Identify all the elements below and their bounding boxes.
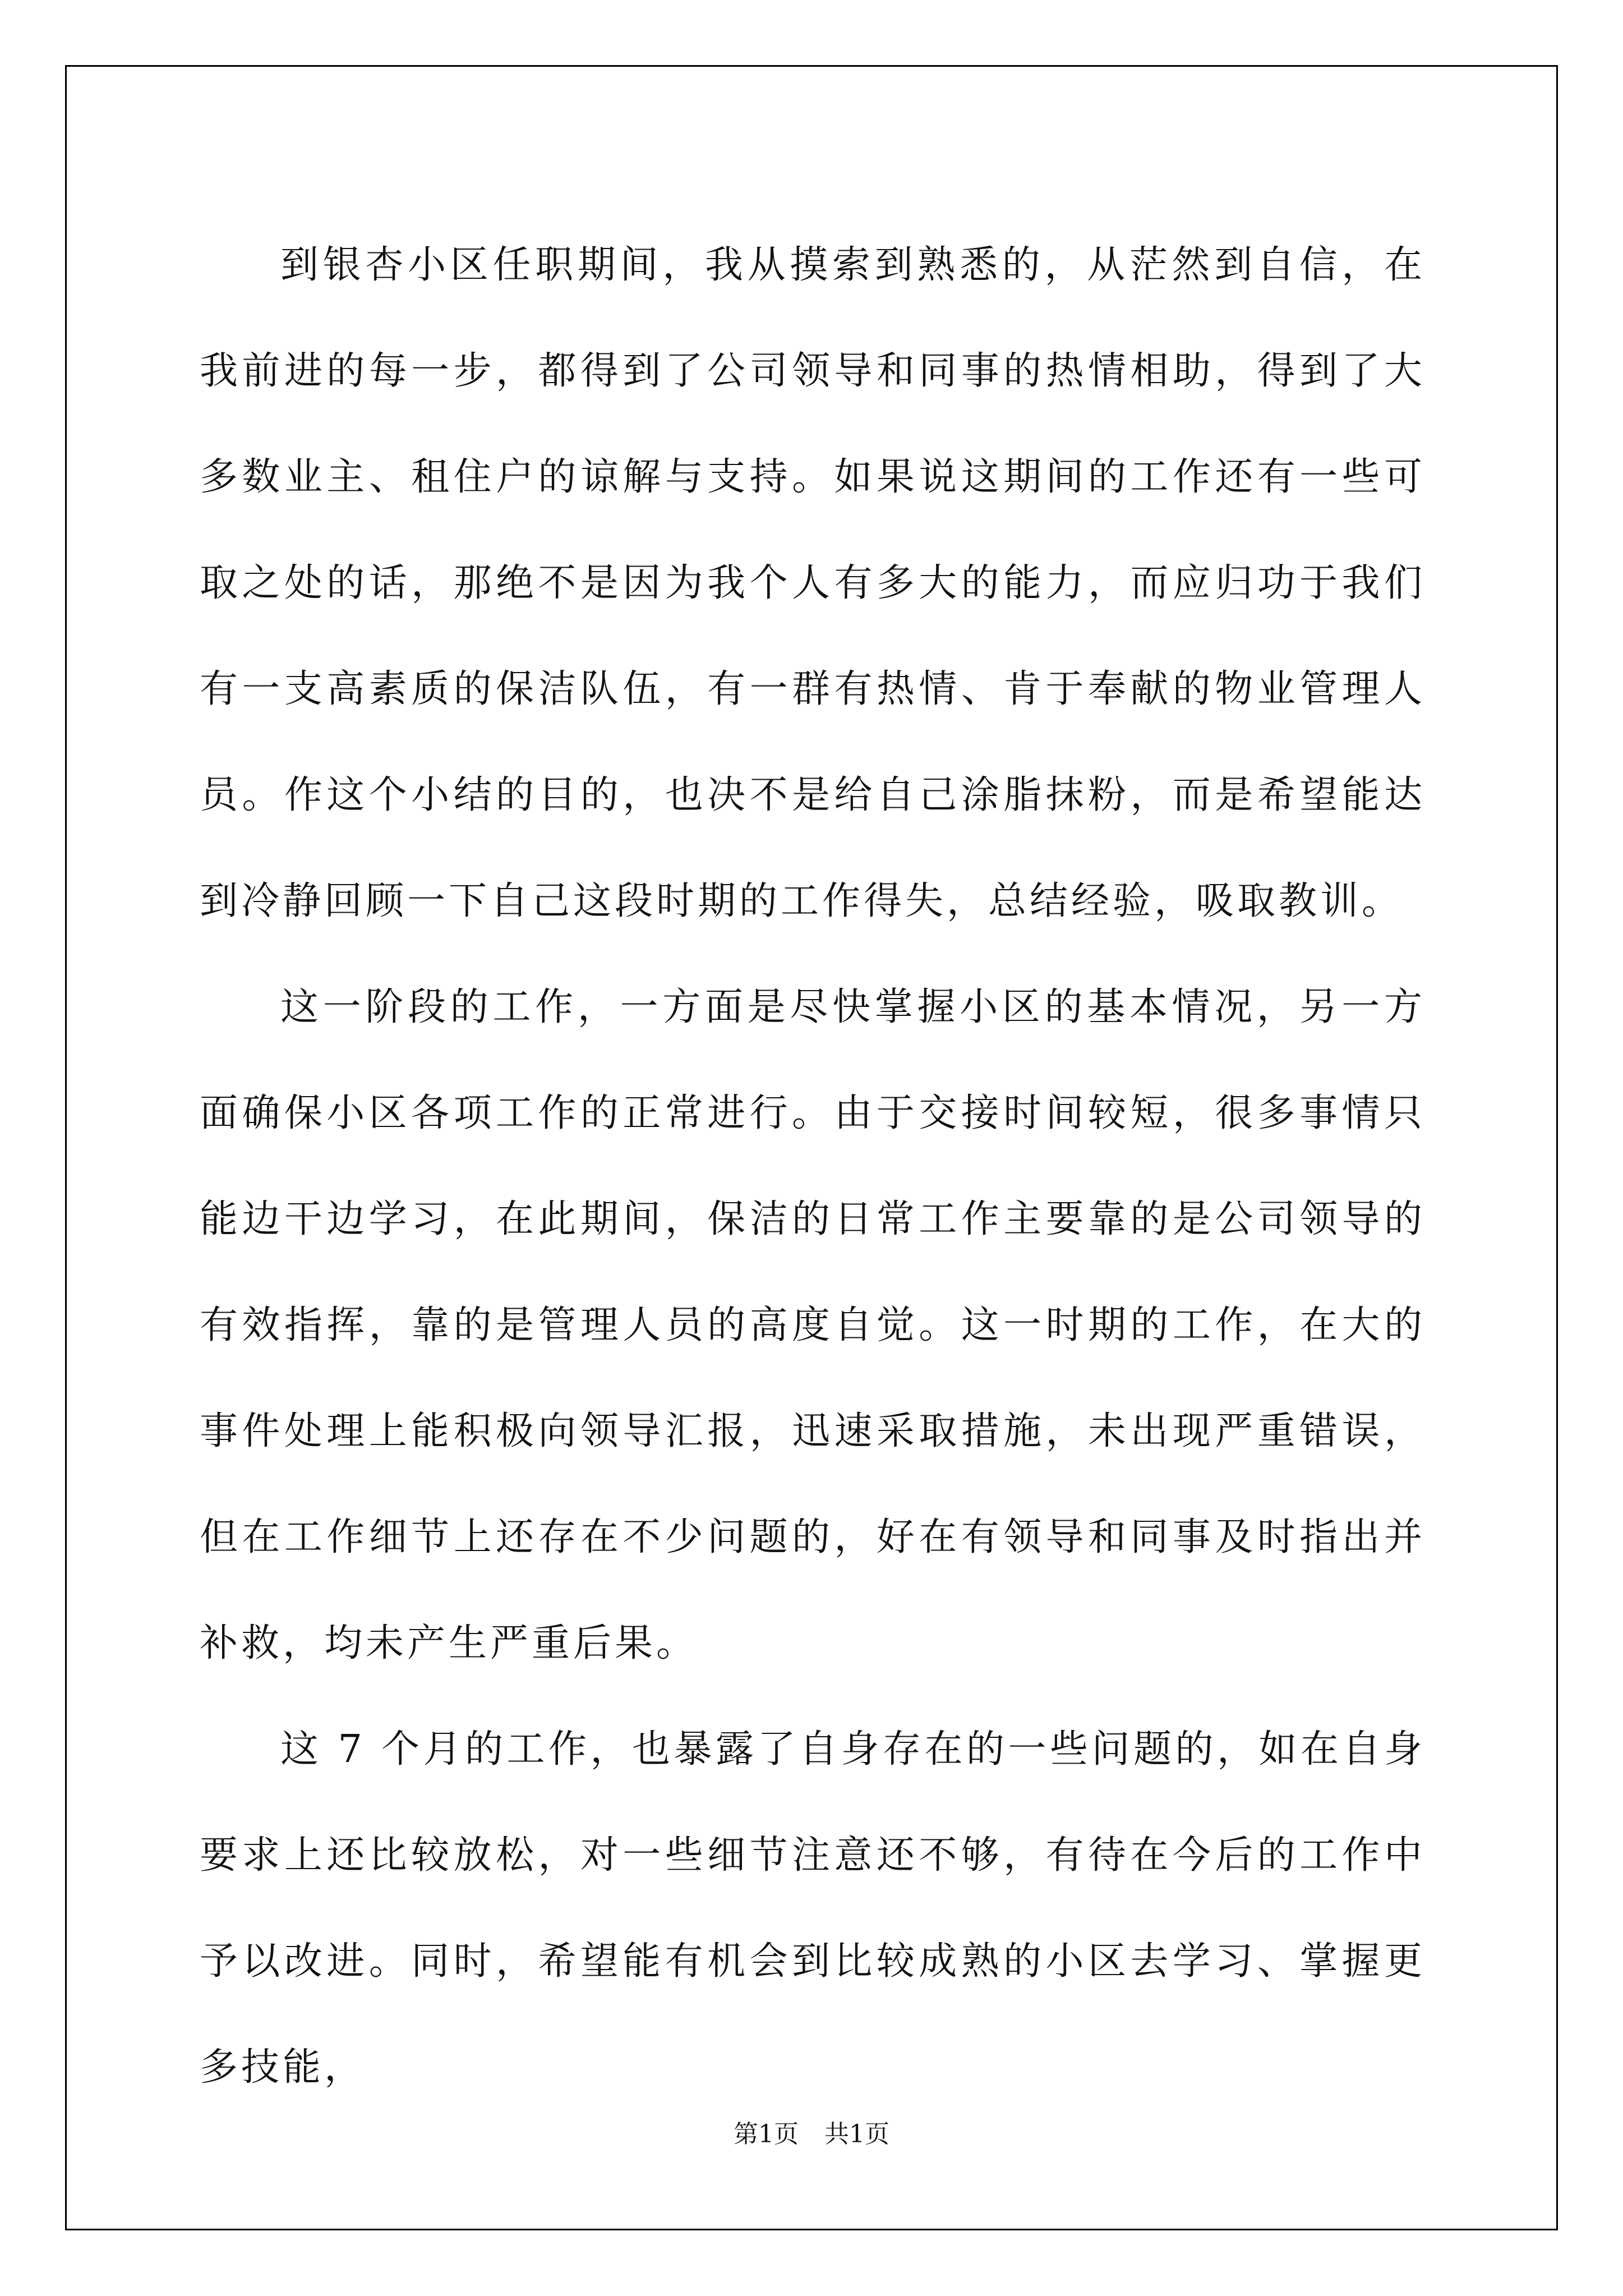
page-number-current: 第1页 [734, 2120, 799, 2148]
paragraph-2: 这一阶段的工作，一方面是尽快掌握小区的基本情况，另一方面确保小区各项工作的正常进行。由于交接时间较短，很多事情只能边干边学习，在此期间，保洁的日常工作主要靠的是公司领导的有效指挥，靠的是管理人员的高度自觉。这一时期的工作，在大的事件处理上能积极向领导汇报，迅速采取措施，未出现严重错误，但在工作细节上还存在不少问题的，好在有领导和同事及时指出并补救，均未产生严重后果。 [200, 985, 1426, 1665]
page-number-total: 共1页 [824, 2120, 889, 2148]
page-footer [0, 2114, 1623, 2150]
paragraph-1: 到银杏小区任职期间，我从摸索到熟悉的，从茫然到自信，在我前进的每一步，都得到了公司领导和同事的热情相助，得到了大多数业主、租住户的谅解与支持。如果说这期间的工作还有一些可取之处的话，那绝不是因为我个人有多大的能力，而应归功于我们有一支高素质的保洁队伍，有一群有热情、肯于奉献的物业管理人员。作这个小结的目的，也决不是给自己涂脂抹粉，而是希望能达到冷静回顾一下自己这段时期的工作得失，总结经验，吸取教训。 [200, 243, 1426, 923]
document-body [200, 212, 1426, 2120]
paragraph-3: 这 7 个月的工作，也暴露了自身存在的一些问题的，如在自身要求上还比较放松，对一些细节注意还不够，有待在今后的工作中予以改进。同时，希望能有机会到比较成熟的小区去学习、掌握更多技能， [200, 1727, 1426, 2090]
